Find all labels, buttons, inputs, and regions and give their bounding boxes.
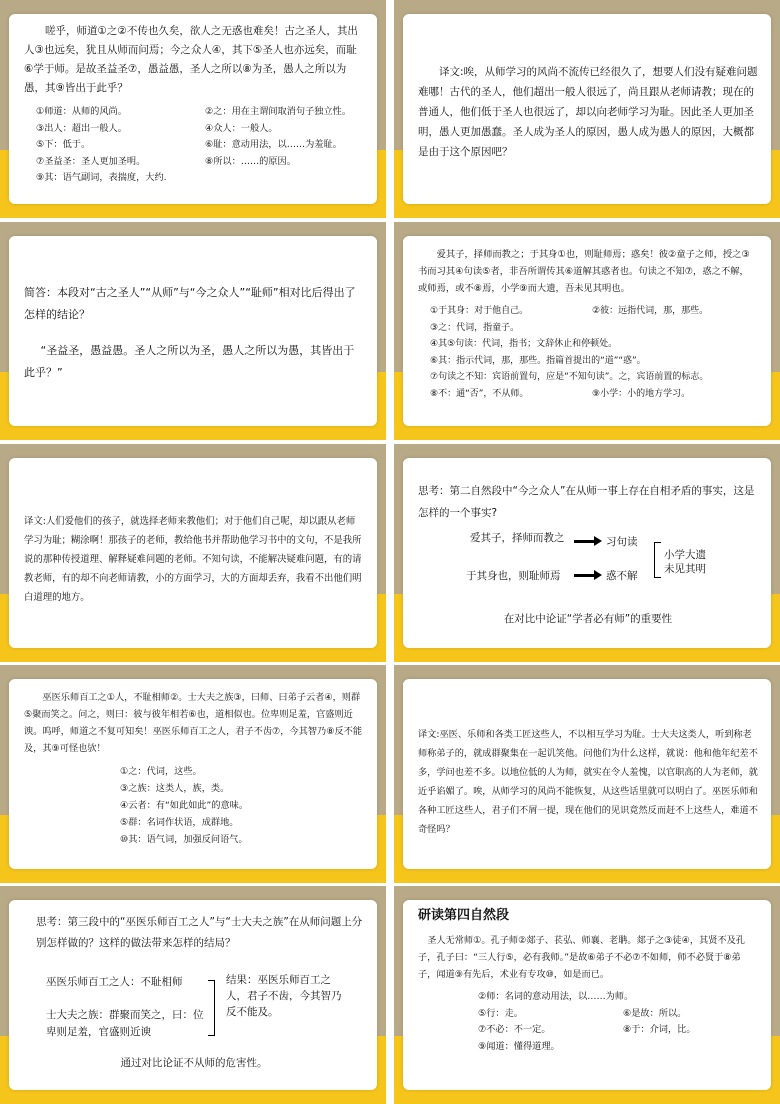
note: ⑤行：走。 <box>478 1007 523 1019</box>
note: ③之：代词，指童子。 <box>430 322 520 333</box>
note: ④其⑤句读：代词，指书；文辞休止和停顿处。 <box>430 339 618 349</box>
note: ⑨闻道：懂得道理。 <box>478 1040 560 1052</box>
question-text: 思考：第三段中的“巫医乐师百工之人”与“士大夫之族”在从师问题上分别怎样做的？这样的做法带来怎样的结局？ <box>36 916 363 949</box>
note: ①之：代词，这些。 <box>120 766 202 777</box>
notes-list <box>418 989 758 1055</box>
note: ②彼：远指代词，那，那些。 <box>592 306 709 316</box>
note: ④众人：一般人。 <box>205 122 278 134</box>
slide-10[interactable] <box>394 886 780 1104</box>
note: ⑧所以：……的原因。 <box>205 155 296 167</box>
note: ④云者：有“如此如此”的意味。 <box>120 800 249 811</box>
note: ⑨其：语气副词，表揣度，大约. <box>36 172 167 183</box>
result-label: 结果：巫医乐师百工之人，君子不齿，今其智乃反不能及。 <box>226 974 342 1018</box>
note: ⑧于：介词，比。 <box>623 1024 696 1035</box>
answer-text: “圣益圣，愚益愚。圣人之所以为圣，愚人之所以为愚，其皆出于此乎？” <box>24 344 355 379</box>
translation-text: 译文:巫医、乐师和各类工匠这些人，不以相互学习为耻。士大夫这类人，听到称老师称弟子的，就成群聚集在一起讥笑他。问他们为什么这样，就说：他和他年纪差不多，学问也差不多。以地位低的人为师，就实在令人羞愧，以官职高的人为老师，就近乎谄媚了。唉，从师学习的风尚不能恢复，从这些话里就可以明白了。巫医乐师和各种工匠这些人，君子们不屑一提，现在他们的见识竟然反而赶不上这些人，难道不奇怪吗？ <box>418 729 758 835</box>
slide-6[interactable] <box>394 444 780 662</box>
slide-1[interactable] <box>0 0 386 218</box>
comparison-left: 爱其子，择师而教之 <box>470 532 565 544</box>
conclusion-text: 通过对比论证不从师的危害性。 <box>120 1057 268 1069</box>
slide-7[interactable] <box>0 665 386 883</box>
comparison-left: 士大夫之族：群聚而笑之，曰：位卑则足羞，官盛则近谀 <box>46 1009 204 1038</box>
note: ⑦句读之不知：宾语前置句，应是“不知句读”。之，宾语前置的标志。 <box>430 372 709 382</box>
comparison-right: 习句读 <box>606 536 638 548</box>
note: ①于其身：对于他自己。 <box>430 306 529 316</box>
passage-text: 爱其子，择师而教之；于其身①也，则耻师焉；惑矣！彼②童子之师，授之③书而习其④句读⑤者，非吾所谓传其⑥道解其惑者也。句读之不知⑦，惑之不解，或师焉，或不⑧焉，小学⑨而大遗，吾未见其明也。 <box>418 249 750 294</box>
question-text: 思考：第二自然段中“今之众人”在从师一事上存在自相矛盾的事实，这是怎样的一个事实? <box>418 485 755 519</box>
result-label: 未见其明 <box>664 563 706 575</box>
note: ⑤群：名词作状语，成群地。 <box>120 817 239 828</box>
note: ⑥其：指示代词，那，那些。指篇首提出的“道”“惑”。 <box>430 355 646 366</box>
comparison-left-group <box>46 974 206 1041</box>
slide-8[interactable] <box>394 665 780 883</box>
translation-text: 译文:人们爱他们的孩子，就选择老师来教他们；对于他们自己呢，却以跟从老师学习为耻；糊涂啊！那孩子的老师，教给他书并帮助他学习书中的文句，不是我所说的那种传授道理、解释疑难问题的老师。不知句读，不能解决疑难问题，有的请教老师，有的却不向老师请教，小的方面学习，大的方面却丢弃，我看不出他们明白道理的地方。 <box>24 516 362 603</box>
note: ⑥是故：所以。 <box>623 1007 687 1019</box>
note: ⑩其：语气词，加强反问语气。 <box>120 834 248 845</box>
note: ⑧不：通“否”，不从师。 <box>430 388 529 399</box>
slide-4[interactable] <box>394 222 780 440</box>
note: ②师：名词的意动用法，以……为师。 <box>478 991 634 1002</box>
notes-list <box>24 104 364 187</box>
comparison-left: 巫医乐师百工之人：不耻相师 <box>46 976 183 988</box>
note: ②之：用在主谓间取消句子独立性。 <box>205 106 352 117</box>
arrow-icon <box>574 540 596 543</box>
note: ⑦圣益圣：圣人更加圣明。 <box>36 155 146 167</box>
bracket <box>654 542 661 578</box>
slide-9[interactable] <box>0 886 386 1104</box>
note: ⑨小学：小的地方学习。 <box>592 388 691 399</box>
slide-2[interactable] <box>394 0 780 218</box>
note: ⑤下：低于。 <box>36 139 91 150</box>
slide-5[interactable] <box>0 444 386 662</box>
note: ⑦不必：不一定。 <box>478 1024 551 1035</box>
notes-list <box>418 303 758 402</box>
note: ③出人：超出一般人。 <box>36 122 127 134</box>
comparison-left: 于其身也，则耻师焉 <box>466 570 561 582</box>
passage-text: 嗟乎，师道①之②不传也久矣，欲人之无惑也难矣！古之圣人，其出人③也远矣，犹且从师而问焉；今之众人④，其下⑤圣人也亦远矣，而耻⑥学于师。是故圣益圣⑦，愚益愚，圣人之所以⑧为圣，愚人之所以为愚，其⑨皆出于此乎？ <box>24 25 358 94</box>
passage-text: 巫医乐师百工之①人，不耻相师②。士大夫之族③，曰师、曰弟子云者④，则群⑤聚而笑之。问之，则曰：彼与彼年相若⑥也，道相似也。位卑则足羞，官盛则近谀。呜呼，师道之不复可知矣！巫医乐师百工之人，君子不齿⑦，今其智乃⑧反不能及，其⑨可怪也欤！ <box>24 692 363 754</box>
note: ⑥耻：意动用法，以……为羞耻。 <box>205 139 342 150</box>
bracket <box>208 980 215 1036</box>
conclusion-text: 在对比中论证“学者必有师”的重要性 <box>503 613 673 625</box>
notes-list <box>24 763 364 848</box>
translation-text: 译文:唉，从师学习的风尚不流传已经很久了，想要人们没有疑难问题难哪！古代的圣人，他们超出一般人很远了，尚且跟从老师请教；现在的普通人，他们低于圣人也很远了，却以向老师学习为耻。因此圣人更加圣明，愚人更加愚蠢。圣人成为圣人的原因，愚人成为愚人的原因，大概都是由于这个原因吧？ <box>418 66 758 158</box>
slide-title: 研读第四自然段 <box>418 908 510 923</box>
passage-text: 圣人无常师①。孔子师②郯子、苌弘、师襄、老聃。郯子之③徒④，其贤不及孔子，孔子曰：“三人行⑤，必有我师。”是故⑥弟子不必⑦不如师，师不必贤于⑧弟子，闻道⑨有先后，术业有专攻⑩，如是而已。 <box>418 935 745 980</box>
arrow-icon <box>574 574 596 577</box>
note: ③之族：这类人，族，类。 <box>120 783 230 794</box>
slide-3[interactable] <box>0 222 386 440</box>
note: ①师道：从师的风尚。 <box>36 106 127 117</box>
question-text: 简答：本段对“古之圣人”“从师”与“今之众人”“耻师”相对比后得出了怎样的结论？ <box>24 286 356 321</box>
result-label: 小学大遗 <box>664 549 706 561</box>
comparison-right: 惑不解 <box>606 570 638 582</box>
